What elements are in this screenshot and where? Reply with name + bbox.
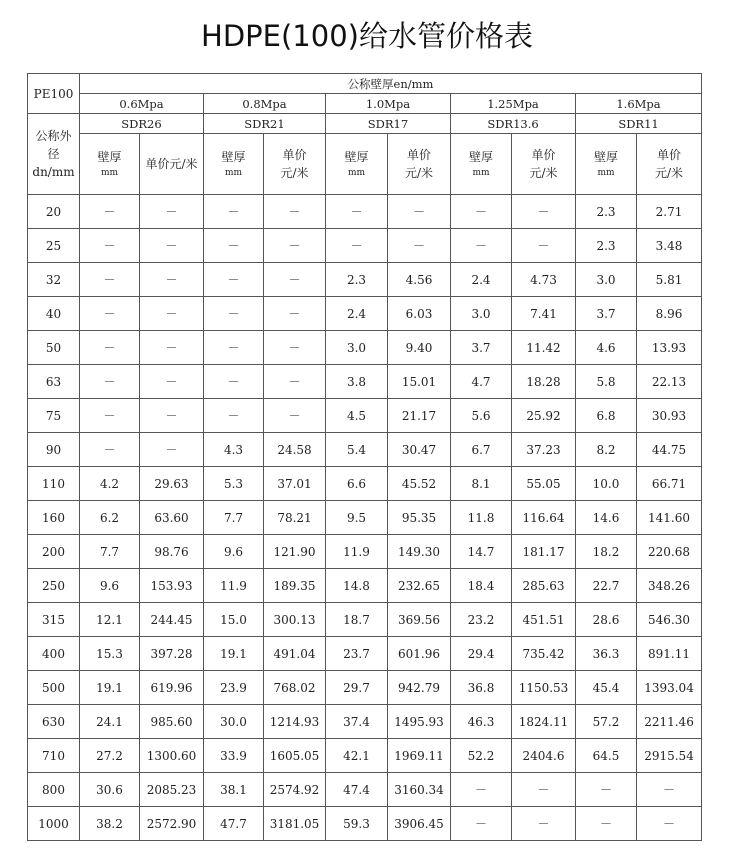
price-cell: － [512,773,576,807]
wall-cell: 64.5 [576,739,637,773]
table-row [28,331,702,365]
price-cell: － [264,331,326,365]
price-header [512,134,576,195]
price-cell: － [140,263,204,297]
wall-cell: － [204,399,264,433]
wall-cell: － [80,399,140,433]
table-row [28,263,702,297]
price-cell: － [140,297,204,331]
wall-cell: 18.4 [451,569,512,603]
price-cell: 5.81 [637,263,702,297]
wall-cell: 29.7 [326,671,388,705]
wall-cell: － [451,195,512,229]
price-unit: 元/米 [404,166,434,180]
wall-cell: 38.2 [80,807,140,841]
price-cell: 546.30 [637,603,702,637]
wall-cell: 7.7 [204,501,264,535]
price-header [388,134,451,195]
dn-label-line2: 径dn/mm [32,147,75,179]
price-unit: 元/米 [654,166,684,180]
table-row [28,705,702,739]
price-cell: － [264,229,326,263]
price-cell: 491.04 [264,637,326,671]
wall-cell: － [80,433,140,467]
table-row [28,399,702,433]
price-cell: － [140,399,204,433]
price-cell: － [512,229,576,263]
wall-cell: 30.0 [204,705,264,739]
wall-cell: － [204,297,264,331]
price-cell: － [512,195,576,229]
table-row [28,195,702,229]
table-row [28,773,702,807]
wall-unit: mm [472,168,490,178]
table-row [28,739,702,773]
price-cell: － [512,807,576,841]
wall-cell: － [80,365,140,399]
wall-unit: mm [347,168,366,178]
price-cell: － [264,297,326,331]
wall-header [451,134,512,195]
table-row [28,467,702,501]
wall-cell: － [326,229,388,263]
page-title: HDPE(100)给水管价格表 [201,19,533,53]
price-cell: 21.17 [388,399,451,433]
wall-label: 壁厚 [468,150,493,164]
table-row [28,671,702,705]
wall-cell: 38.1 [204,773,264,807]
dn-cell: 250 [28,569,80,603]
dn-cell: 110 [28,467,80,501]
wall-label: 壁厚 [593,150,618,164]
wall-cell: 19.1 [204,637,264,671]
price-cell: 369.56 [388,603,451,637]
wall-cell: － [80,297,140,331]
table-row [28,637,702,671]
pressure-header: 1.6Mpa [576,94,702,114]
wall-cell: 6.7 [451,433,512,467]
wall-cell: 9.5 [326,501,388,535]
dn-cell: 200 [28,535,80,569]
wall-cell: 30.6 [80,773,140,807]
wall-cell: 9.6 [80,569,140,603]
dn-cell: 20 [28,195,80,229]
table-row [28,501,702,535]
price-cell: 1605.05 [264,739,326,773]
price-cell: － [637,773,702,807]
dn-cell: 400 [28,637,80,671]
wall-cell: 3.0 [576,263,637,297]
wall-cell: 47.7 [204,807,264,841]
wall-cell: 3.8 [326,365,388,399]
wall-cell: 14.6 [576,501,637,535]
price-cell: 141.60 [637,501,702,535]
wall-cell: 10.0 [576,467,637,501]
price-cell: 9.40 [388,331,451,365]
header-row-sdr [28,114,702,134]
wall-cell: 3.0 [326,331,388,365]
wall-cell: 3.7 [451,331,512,365]
pressure-header: 1.25Mpa [451,94,576,114]
price-cell: 29.63 [140,467,204,501]
wall-cell: 18.2 [576,535,637,569]
price-cell: 13.93 [637,331,702,365]
table-row [28,535,702,569]
price-cell: － [637,807,702,841]
price-cell: 153.93 [140,569,204,603]
table-row [28,297,702,331]
table-row [28,569,702,603]
price-cell: 300.13 [264,603,326,637]
price-cell: 2915.54 [637,739,702,773]
wall-cell: 57.2 [576,705,637,739]
dn-header [28,114,80,195]
price-cell: 397.28 [140,637,204,671]
price-cell: － [388,195,451,229]
price-cell: － [264,365,326,399]
price-cell: 285.63 [512,569,576,603]
wall-cell: 19.1 [80,671,140,705]
price-cell: 63.60 [140,501,204,535]
price-cell: 30.47 [388,433,451,467]
wall-cell: 5.4 [326,433,388,467]
price-cell: 78.21 [264,501,326,535]
wall-cell: 11.9 [204,569,264,603]
dn-cell: 25 [28,229,80,263]
wall-header [204,134,264,195]
pressure-header: 0.6Mpa [80,94,204,114]
price-cell: 37.01 [264,467,326,501]
sdr-header: SDR17 [326,114,451,134]
price-cell: 601.96 [388,637,451,671]
price-cell: － [140,365,204,399]
wall-cell: 4.3 [204,433,264,467]
header-row-pressure [28,94,702,114]
price-cell: 2.71 [637,195,702,229]
wall-cell: 4.6 [576,331,637,365]
wall-cell: 29.4 [451,637,512,671]
wall-cell: 22.7 [576,569,637,603]
price-cell: 121.90 [264,535,326,569]
wall-cell: 2.3 [576,195,637,229]
wall-cell: － [451,807,512,841]
wall-cell: 45.4 [576,671,637,705]
price-cell: 348.26 [637,569,702,603]
price-cell: － [140,195,204,229]
wall-cell: 14.7 [451,535,512,569]
wall-cell: － [451,229,512,263]
wall-cell: 24.1 [80,705,140,739]
price-label: 单价 [406,148,431,162]
price-cell: － [140,433,204,467]
table-row [28,603,702,637]
price-cell: 1495.93 [388,705,451,739]
price-cell: 2574.92 [264,773,326,807]
price-cell: 232.65 [388,569,451,603]
price-label: 单价 [657,148,682,162]
wall-cell: 37.4 [326,705,388,739]
dn-cell: 1000 [28,807,80,841]
price-cell: 25.92 [512,399,576,433]
price-cell: 942.79 [388,671,451,705]
price-label: 单价 [531,148,556,162]
price-cell: 98.76 [140,535,204,569]
wall-cell: 36.8 [451,671,512,705]
wall-label: 壁厚 [97,150,122,164]
wall-cell: 2.4 [451,263,512,297]
wall-cell: 3.7 [576,297,637,331]
price-cell: 149.30 [388,535,451,569]
header-row-group [28,74,702,94]
table-row [28,365,702,399]
price-cell: 6.03 [388,297,451,331]
price-cell: 768.02 [264,671,326,705]
price-label: 单价 [282,148,307,162]
dn-cell: 315 [28,603,80,637]
price-cell: 4.73 [512,263,576,297]
wall-cell: 23.7 [326,637,388,671]
wall-cell: － [204,229,264,263]
price-cell: － [264,399,326,433]
wall-cell: 42.1 [326,739,388,773]
dn-cell: 63 [28,365,80,399]
dn-cell: 40 [28,297,80,331]
price-header [637,134,702,195]
price-cell: 619.96 [140,671,204,705]
price-unit: 元/米 [280,166,309,180]
table-row [28,433,702,467]
wall-cell: 18.7 [326,603,388,637]
wall-cell: 6.2 [80,501,140,535]
price-cell: 220.68 [637,535,702,569]
price-cell: － [388,229,451,263]
wall-cell: 52.2 [451,739,512,773]
pressure-header: 1.0Mpa [326,94,451,114]
sdr-header: SDR26 [80,114,204,134]
wall-unit: mm [597,168,615,178]
wall-cell: 4.2 [80,467,140,501]
wall-cell: 23.9 [204,671,264,705]
price-header [264,134,326,195]
wall-unit: mm [100,168,119,178]
sdr-header: SDR11 [576,114,702,134]
wall-cell: － [204,365,264,399]
wall-cell: 8.2 [576,433,637,467]
price-cell: 3.48 [637,229,702,263]
price-cell: 3160.34 [388,773,451,807]
wall-cell: 2.4 [326,297,388,331]
price-cell: 55.05 [512,467,576,501]
wall-cell: 7.7 [80,535,140,569]
price-cell: 1300.60 [140,739,204,773]
dn-cell: 50 [28,331,80,365]
price-cell: 44.75 [637,433,702,467]
wall-cell: 14.8 [326,569,388,603]
wall-cell: 4.7 [451,365,512,399]
price-cell: 1214.93 [264,705,326,739]
price-cell: 116.64 [512,501,576,535]
dn-cell: 32 [28,263,80,297]
table-row [28,229,702,263]
wall-cell: 5.3 [204,467,264,501]
price-cell: 891.11 [637,637,702,671]
price-cell: 2211.46 [637,705,702,739]
price-cell: 95.35 [388,501,451,535]
price-header-inline [140,134,204,195]
price-cell: 7.41 [512,297,576,331]
wall-cell: － [204,331,264,365]
dn-label-line1: 公称外 [35,129,72,143]
price-cell: 24.58 [264,433,326,467]
price-cell: 3906.45 [388,807,451,841]
wall-cell: － [451,773,512,807]
wall-cell: 15.0 [204,603,264,637]
table-row [28,807,702,841]
price-unit: 元/米 [529,166,558,180]
price-cell: 2572.90 [140,807,204,841]
wall-cell: 36.3 [576,637,637,671]
price-cell: － [264,263,326,297]
price-cell: 244.45 [140,603,204,637]
price-cell: 1150.53 [512,671,576,705]
wall-cell: － [80,229,140,263]
wall-cell: － [204,195,264,229]
wall-label: 壁厚 [344,150,369,164]
wall-cell: 46.3 [451,705,512,739]
pe-label: PE100 [28,74,80,114]
wall-cell: － [80,331,140,365]
wall-cell: 9.6 [204,535,264,569]
pressure-header: 0.8Mpa [204,94,326,114]
price-cell: 985.60 [140,705,204,739]
dn-cell: 800 [28,773,80,807]
wall-cell: 15.3 [80,637,140,671]
price-cell: 22.13 [637,365,702,399]
table-body [28,74,702,841]
wall-cell: 59.3 [326,807,388,841]
sdr-header: SDR21 [204,114,326,134]
wall-cell: 47.4 [326,773,388,807]
wall-cell: － [204,263,264,297]
wall-cell: － [80,195,140,229]
wall-cell: 33.9 [204,739,264,773]
wall-cell: － [576,773,637,807]
wall-cell: 2.3 [326,263,388,297]
price-cell: 66.71 [637,467,702,501]
wall-cell: － [326,195,388,229]
price-cell: 4.56 [388,263,451,297]
price-cell: 735.42 [512,637,576,671]
price-cell: 15.01 [388,365,451,399]
price-cell: 451.51 [512,603,576,637]
price-cell: － [140,229,204,263]
price-cell: 181.17 [512,535,576,569]
wall-cell: 28.6 [576,603,637,637]
wall-cell: 11.8 [451,501,512,535]
dn-cell: 75 [28,399,80,433]
price-cell: － [140,331,204,365]
dn-cell: 630 [28,705,80,739]
price-table [27,73,702,841]
wall-unit: mm [224,168,243,178]
price-cell: 45.52 [388,467,451,501]
price-cell: 189.35 [264,569,326,603]
wall-header [576,134,637,195]
price-cell: 2404.6 [512,739,576,773]
wall-label: 壁厚 [221,150,246,164]
dn-cell: 90 [28,433,80,467]
wall-header [80,134,140,195]
sdr-header: SDR13.6 [451,114,576,134]
price-cell: 2085.23 [140,773,204,807]
price-cell: 18.28 [512,365,576,399]
wall-cell: 5.6 [451,399,512,433]
wall-cell: 4.5 [326,399,388,433]
wall-cell: － [576,807,637,841]
price-cell: 11.42 [512,331,576,365]
wall-cell: － [80,263,140,297]
wall-cell: 27.2 [80,739,140,773]
wall-cell: 6.6 [326,467,388,501]
wall-header [326,134,388,195]
wall-cell: 23.2 [451,603,512,637]
price-cell: 8.96 [637,297,702,331]
price-label-inline: 单价元/米 [145,157,198,171]
wall-cell: 2.3 [576,229,637,263]
price-cell: － [264,195,326,229]
group-label: 公称壁厚en/mm [80,74,702,94]
dn-cell: 500 [28,671,80,705]
price-cell: 3181.05 [264,807,326,841]
price-cell: 1393.04 [637,671,702,705]
price-cell: 1824.11 [512,705,576,739]
wall-cell: 11.9 [326,535,388,569]
wall-cell: 12.1 [80,603,140,637]
wall-cell: 8.1 [451,467,512,501]
price-cell: 30.93 [637,399,702,433]
price-cell: 1969.11 [388,739,451,773]
header-row-columns [28,134,702,195]
price-cell: 37.23 [512,433,576,467]
wall-cell: 3.0 [451,297,512,331]
dn-cell: 160 [28,501,80,535]
wall-cell: 6.8 [576,399,637,433]
dn-cell: 710 [28,739,80,773]
wall-cell: 5.8 [576,365,637,399]
